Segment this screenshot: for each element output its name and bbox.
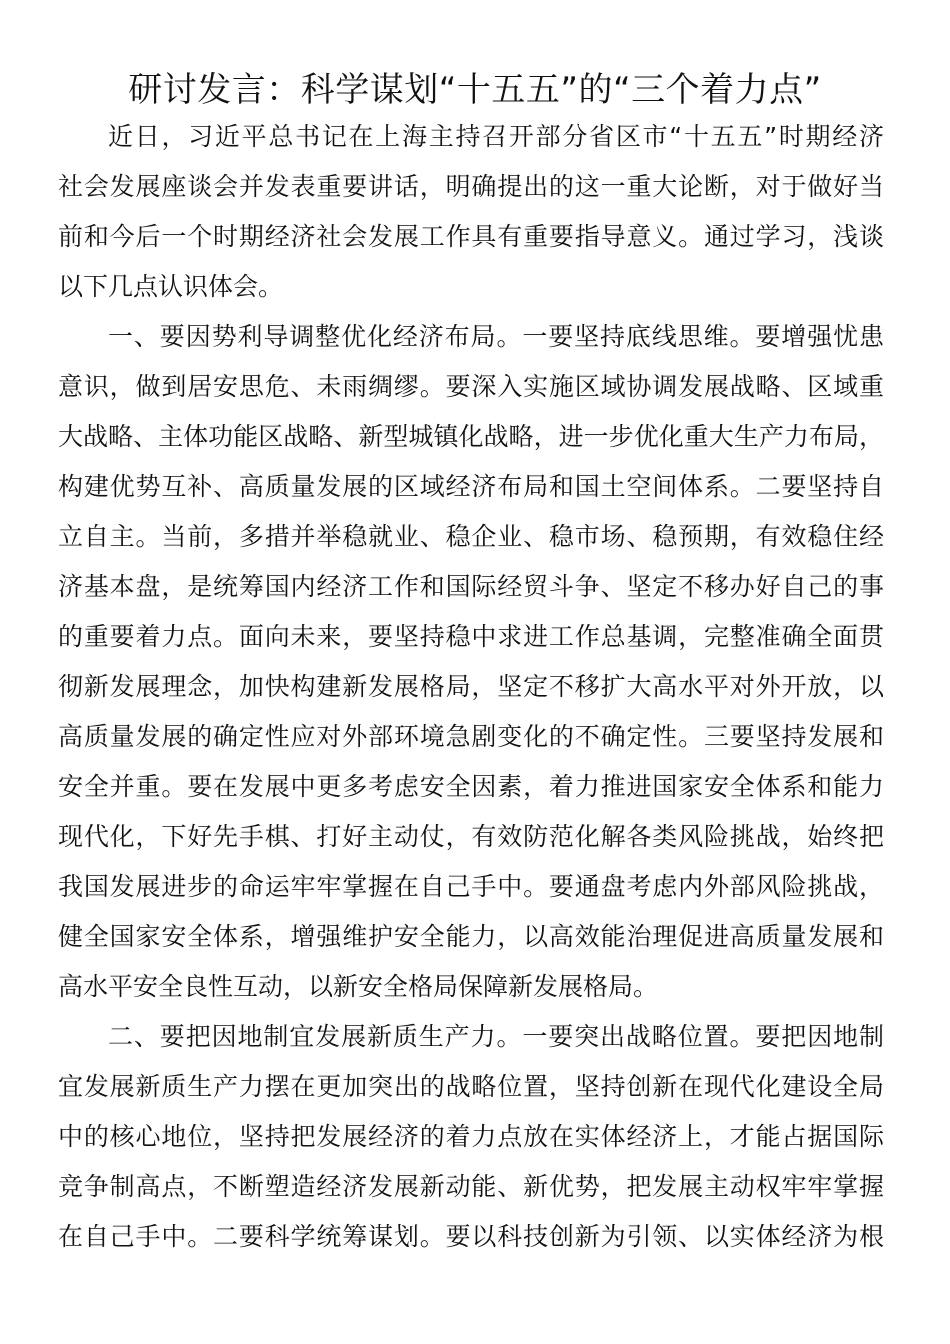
text-line: 立自主。当前，多措并举稳就业、稳企业、稳市场、稳预期，有效稳住经	[58, 522, 884, 551]
text-line: 一、要因势利导调整优化经济布局。一要坚持底线思维。要增强忧患	[108, 322, 884, 351]
text-line: 的重要着力点。面向未来，要坚持稳中求进工作总基调，完整准确全面贯	[58, 622, 884, 651]
text-line: 中的核心地位，坚持把发展经济的着力点放在实体经济上，才能占据国际	[58, 1122, 884, 1151]
text-line: 高质量发展的确定性应对外部环境急剧变化的不确定性。三要坚持发展和	[58, 722, 884, 751]
text-line: 现代化，下好先手棋、打好主动仗，有效防范化解各类风险挑战，始终把	[58, 822, 884, 851]
text-line: 济基本盘，是统筹国内经济工作和国际经贸斗争、坚定不移办好自己的事	[58, 572, 884, 601]
text-line: 近日，习近平总书记在上海主持召开部分省区市“十五五”时期经济	[108, 122, 884, 151]
text-line: 竞争制高点，不断塑造经济发展新动能、新优势，把发展主动权牢牢掌握	[58, 1172, 884, 1201]
text-line: 安全并重。要在发展中更多考虑安全因素，着力推进国家安全体系和能力	[58, 772, 884, 801]
text-line: 宜发展新质生产力摆在更加突出的战略位置，坚持创新在现代化建设全局	[58, 1072, 884, 1101]
text-line: 前和今后一个时期经济社会发展工作具有重要指导意义。通过学习，浅谈	[58, 222, 884, 251]
document-title: 研讨发言：科学谋划“十五五”的“三个着力点”	[128, 70, 822, 110]
document-body	[58, 112, 884, 1262]
text-line: 彻新发展理念，加快构建新发展格局，坚定不移扩大高水平对外开放，以	[58, 672, 884, 701]
text-line: 大战略、主体功能区战略、新型城镇化战略，进一步优化重大生产力布局，	[58, 422, 884, 451]
text-line: 构建优势互补、高质量发展的区域经济布局和国土空间体系。二要坚持自	[58, 472, 884, 501]
text-line: 健全国家安全体系，增强维护安全能力，以高效能治理促进高质量发展和	[58, 922, 884, 951]
text-line: 我国发展进步的命运牢牢掌握在自己手中。要通盘考虑内外部风险挑战，	[58, 872, 884, 901]
text-line: 二、要把因地制宜发展新质生产力。一要突出战略位置。要把因地制	[108, 1022, 884, 1051]
text-line: 意识，做到居安思危、未雨绸缪。要深入实施区域协调发展战略、区域重	[58, 372, 884, 401]
text-line: 以下几点认识体会。	[58, 272, 284, 301]
text-line: 在自己手中。二要科学统筹谋划。要以科技创新为引领、以实体经济为根	[58, 1222, 884, 1251]
text-line: 高水平安全良性互动，以新安全格局保障新发展格局。	[58, 972, 659, 1001]
text-line: 社会发展座谈会并发表重要讲话，明确提出的这一重大论断，对于做好当	[58, 172, 884, 201]
